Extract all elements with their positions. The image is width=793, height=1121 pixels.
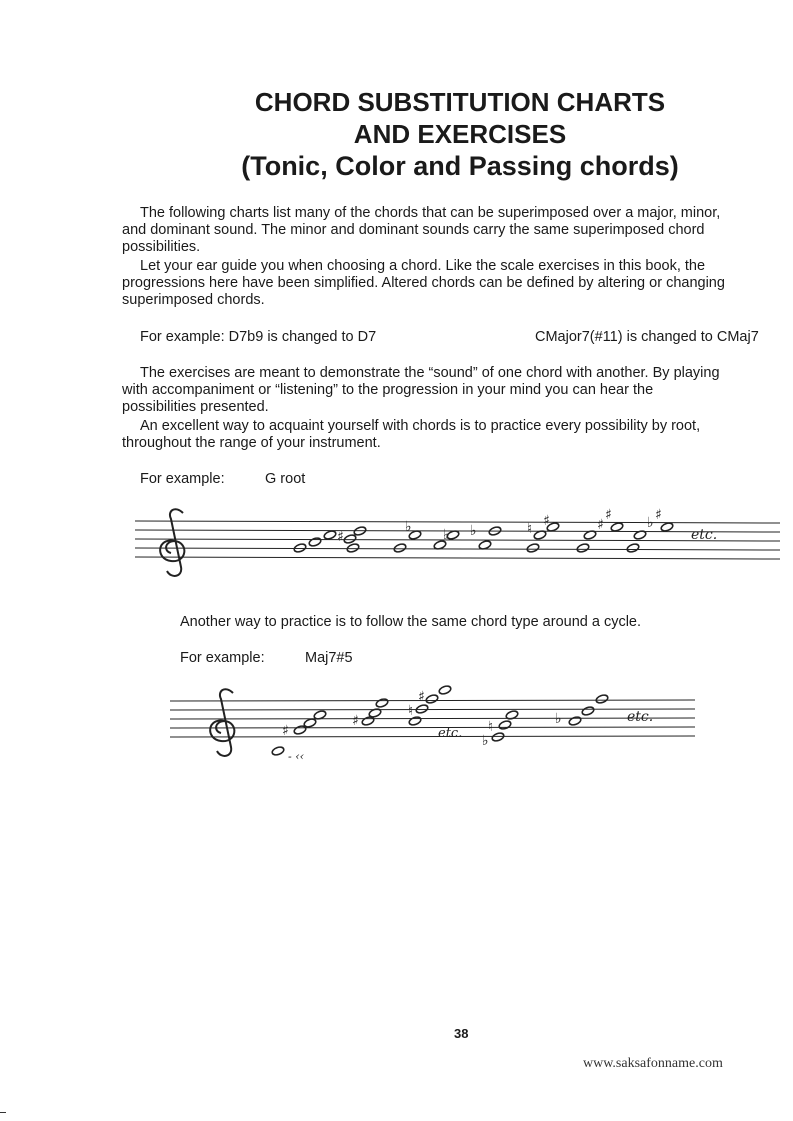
svg-text:♭: ♭ xyxy=(470,523,477,539)
treble-clef-icon xyxy=(210,689,234,756)
svg-text:♭: ♭ xyxy=(405,519,412,535)
page-title xyxy=(160,86,760,182)
music-staff-g-root xyxy=(135,505,785,580)
text-line: throughout the range of your instrument. xyxy=(122,434,381,451)
text-line: The following charts list many of the chords that can be superimposed over a major, minor, xyxy=(140,205,721,221)
paragraph-intro xyxy=(122,205,793,255)
scan-mark xyxy=(0,1112,6,1113)
svg-text:♯: ♯ xyxy=(337,529,344,545)
staff-lines xyxy=(170,700,695,737)
etc-mark-mid: etc. xyxy=(438,726,463,741)
svg-text:♯: ♯ xyxy=(418,689,425,705)
svg-text:♭: ♭ xyxy=(647,515,654,531)
paragraph-cycle: Another way to practice is to follow the same chord type around a cycle. xyxy=(180,614,642,630)
squiggle-mark: - ‹‹ xyxy=(288,750,305,763)
svg-text:♮: ♮ xyxy=(408,703,414,719)
paragraph-practice xyxy=(122,418,793,452)
svg-text:♭: ♭ xyxy=(443,527,450,543)
example-label: For example: xyxy=(180,650,265,666)
svg-text:♯: ♯ xyxy=(655,507,662,523)
footer-url: www.saksafonname.com xyxy=(583,1056,723,1071)
svg-text:♭: ♭ xyxy=(555,711,562,727)
text-line: with accompaniment or “listening” to the progression in your mind you can hear the xyxy=(122,381,654,398)
text-line: possibilities presented. xyxy=(122,398,269,415)
svg-text:♮: ♮ xyxy=(527,521,533,537)
title-line-1: CHORD SUBSTITUTION CHARTS xyxy=(254,87,666,117)
music-staff-maj7-sharp5 xyxy=(170,685,700,770)
svg-text:♯: ♯ xyxy=(605,507,612,523)
svg-text:♯: ♯ xyxy=(543,513,550,529)
example-right: CMajor7(#11) is changed to CMaj7 xyxy=(535,329,759,345)
svg-text:♯: ♯ xyxy=(597,517,604,533)
text-line: possibilities. xyxy=(122,238,201,255)
text-line: Let your ear guide you when choosing a chord. Like the scale exercises in this book, the xyxy=(140,258,706,274)
text-line: The exercises are meant to demonstrate the “sound” of one chord with another. By playing xyxy=(140,365,720,381)
etc-mark: etc. xyxy=(691,527,718,543)
title-line-3: (Tonic, Color and Passing chords) xyxy=(241,151,679,181)
example-left: For example: D7b9 is changed to D7 xyxy=(140,329,377,345)
title-line-2: AND EXERCISES xyxy=(353,119,567,149)
paragraph-exercises xyxy=(122,365,793,415)
text-line: An excellent way to acquaint yourself with chords is to practice every possibility by root, xyxy=(140,418,701,434)
example-value: G root xyxy=(265,471,306,487)
example-value: Maj7#5 xyxy=(305,650,353,666)
svg-text:♯: ♯ xyxy=(282,723,289,739)
page-number: 38 xyxy=(454,1026,469,1041)
example-label: For example: xyxy=(140,471,225,487)
text-line: superimposed chords. xyxy=(122,291,265,308)
paragraph-ear-guide xyxy=(122,258,793,308)
svg-text:♮: ♮ xyxy=(488,719,494,735)
etc-mark: etc. xyxy=(627,709,654,725)
text-line: and dominant sound. The minor and dominant sounds carry the same superimposed chord xyxy=(122,221,705,238)
text-line: progressions here have been simplified. Altered chords can be defined by altering or changing xyxy=(122,274,725,291)
svg-text:♭: ♭ xyxy=(482,733,489,749)
treble-clef-icon xyxy=(160,509,184,576)
staff-lines xyxy=(135,521,780,559)
svg-text:♯: ♯ xyxy=(352,713,359,729)
